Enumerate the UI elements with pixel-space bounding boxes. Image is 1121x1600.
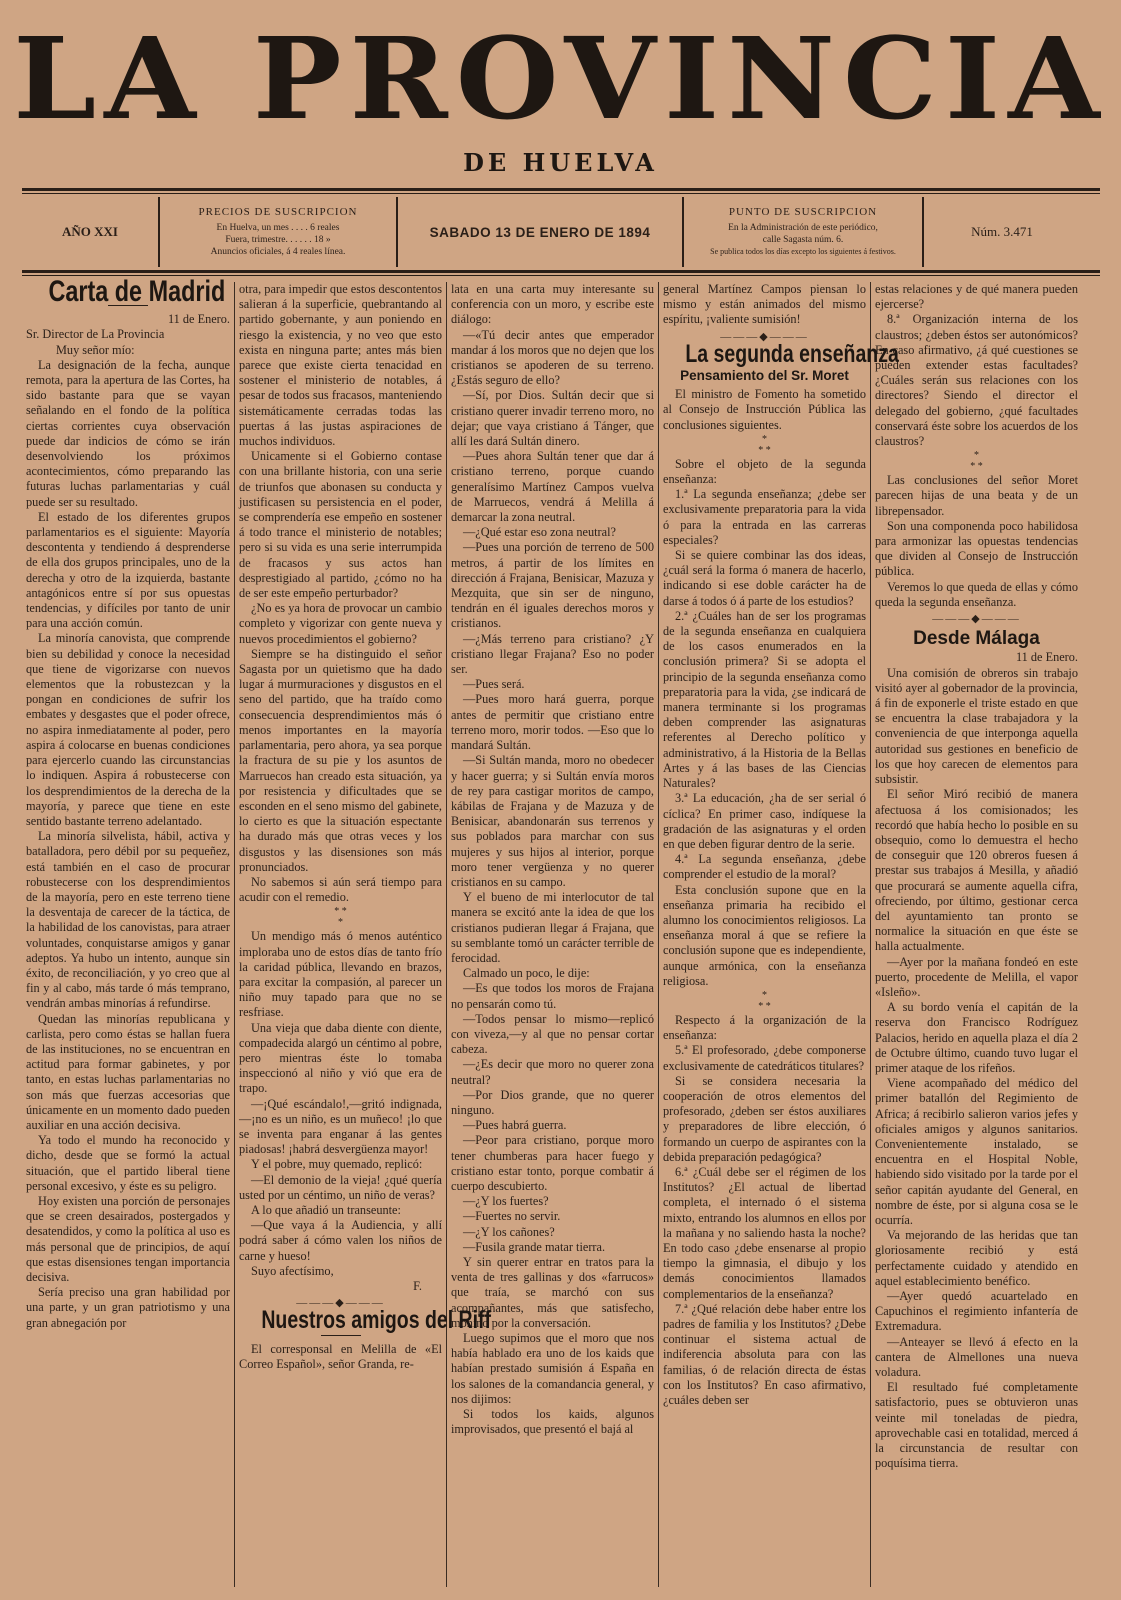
paragraph: —Ayer por la mañana fondeó en este puerto, procedente de Melilla, el vapor «Isleño». [875,954,1078,999]
headline-desde-malaga: Desde Málaga [913,628,1040,650]
paragraph: —Pues ahora Sultán tener que dar á cristiano terreno, porque cuando generalísimo Martínez Campos vuelva de Marruecos, vendrá á Melilla á demarcar la zona neutral. [451,449,654,525]
paragraph: 4.ª La segunda enseñanza, ¿debe comprender el estudio de la moral? [663,852,866,882]
paragraph: Quedan las minorías republicana y carlista, pero como éstas se hallan fuera de las instituciones, no se encuentran en actitud para formar gabinetes, y por tanto, en estas luchas parlamentarias no son más que fuerzas accesorias que únicamente en un momento dado pueden auxiliar en una acción decisiva. [26,1011,230,1132]
prices-box [160,197,398,267]
article-columns [22,275,1100,1587]
issue-date: SABADO 13 DE ENERO DE 1894 [429,224,651,240]
paragraph: 7.ª ¿Qué relación debe haber entre los padres de familia y los Institutos? ¿Debe continuar el sistema actual de indiferencia absoluta para con las familias, ó de relación directa de éstas con los Institutos? En caso afirmativo, ¿cuáles deben ser [663,1301,866,1408]
paragraph: 1.ª La segunda enseñanza; ¿debe ser exclusivamente preparatoria para la vida ó para la entrada en las carreras especiales? [663,487,866,547]
paragraph: —Pues moro hará guerra, porque antes de permitir que cristiano entre terreno moro, morir todos. —Eso que lo mandará Sultán. [451,692,654,753]
paragraph: Esta conclusión supone que en la enseñanza primaria ha recibido el alumno los conocimientos religiosos. La enseñanza moral á que se refiere la conclusión supone que es independiente, aunque armónica, con la enseñanza religiosa. [663,882,866,988]
paragraph: El ministro de Fomento ha sometido al Consejo de Instrucción Pública las conclusiones siguientes. [663,387,866,432]
paragraph: —¿Qué estar eso zona neutral? [463,525,616,540]
date-cell [398,197,684,267]
paragraph: Si se quiere combinar las dos ideas, ¿cuál será la forma ó manera de hacerlo, indicando si ese doble carácter ha de darse á todos ó á parte de los estudios? [663,548,866,608]
paragraph: —Que vaya á la Audiencia, y allí podrá saber á cómo valen los niños de carne y hueso! [239,1218,442,1263]
divider [321,1335,361,1336]
dateline: 11 de Enero. [167,312,230,327]
paragraph: 2.ª ¿Cuáles han de ser los programas de la segunda enseñanza en cualquiera de los casos enumerados en la conclusión primera? Si se adopta el principio de la segunda enseñanza como preparatoria para la vida, ¿se indicará de manera terminante si los programas deben comprender las asignaturas referentes al Derecho político y administrativo, á la Historia de la Bellas Artes y á las bases de las Ciencias Naturales? [663,608,866,791]
price-line: En Huelva, un mes . . . . 6 reales [216,223,340,233]
paragraph: —¿Y los cañones? [463,1224,555,1239]
paragraph: A lo que añadió un transeunte: [251,1202,401,1217]
paragraph: —Si Sultán manda, moro no obedecer y hacer guerra; y si Sultán envía moros de rey para castigar moritos de campo, kábilas de Frajana y de Mazuza y de Benisicar, abandonarán sus terrenos y sus poblados para marchar con sus mujeres y sus hijos al interior, porque moro tener vergüenza y no querer cristianos en su campo. [451,753,654,889]
paragraph: Hoy existen una porción de personajes que se creen desairados, postergados y desatendidos, y como la política al uso es más personal que de principios, de aquí que estas disensiones tengan importancia decisiva. [26,1193,230,1284]
paragraph: —Fusila grande matar tierra. [463,1239,606,1254]
section-asterisks: * * * [758,433,771,456]
issue-number-cell [924,197,1080,267]
paragraph: —Por Dios grande, que no querer ninguno. [451,1087,654,1117]
paragraph: Si se considera necesaria la cooperación de otros elementos del profesorado, ¿deben ser éstos auxiliares y preparadores de libre elección, ó formando un cuerpo de aspirantes con la debida preparación pedagógica? [663,1073,866,1164]
paragraph: 5.ª El profesorado, ¿debe componerse exclusivamente de catedráticos titulares? [663,1043,866,1073]
paragraph: Va mejorando de las heridas que tan gloriosamente recibió y está perfectamente cuidado y atendido en aquel establecimiento benéfico. [875,1228,1078,1288]
paragraph: Una vieja que daba diente con diente, compadecida alargó un céntimo al pobre, pero mientras éste lo tomaba inspeccionó al niño y vió que era de trapo. [239,1020,442,1096]
paragraph: otra, para impedir que estos descontentos salieran á la superficie, quebrantando al partido gobernante, y aun poniendo en riesgo la existencia, y no veo que esto exista en ninguna parte; antes más bien parece que existe cierta tenacidad en sostener el ministerio de notables, á pesar de todos sus fracasos, manteniendo sistemáticamente cerradas todas las puertas á las justas aspiraciones de muchos individuos. [239,282,442,449]
headline-nuestros-amigos-del-riff: Nuestros amigos del Riff [261,1306,492,1335]
paragraph: La minoría silvelista, hábil, activa y batalladora, pero débil por su pequeñez, está también en el caso de procurar robustecerse con los desprendimientos de la mayoría, pero en este terreno tiene la desventaja de carecer de la táctica, de la habilidad de los canovistas, para atraer voluntades, conquistarse amigos y ganar adeptos. Ya hubo un intento, aunque sin éxito, de reconciliación, y yo creo que al fin y al cabo, más tarde ó más temprano, vendrán ambas minorías á refundirse. [26,829,230,1011]
paragraph: La minoría canovista, que comprende bien su debilidad y conoce la necesidad que tiene de vigorizarse con nuevos elementos que la robustezcan y la pongan en condiciones de sufrir los embates y desgastes que el poder ofrece, no aspira inmediatamente al poder, pero aspira á colocarse en buenas condiciones para ejercerlo cuando las circunstancias lo indiquen. Aspira á robustecerse con los desprendimientos de la derecha de la mayoría, y parece que tiene en este sentido bastante terreno adelantado. [26,631,230,828]
paragraph: 8.ª Organización interna de los claustros; ¿deben éstos ser autonómicos? En caso afirmativo, ¿á qué cuestiones se pueden extender estas facultades? ¿Cuáles serán sus relaciones con los directores? Siendo el director el delegado del gobierno, ¿qué facultades conservará éste sobre los acuerdos de los claustros? [875,312,1078,449]
paragraph: El resultado fué completamente satisfactorio, pues se obtuvieron unas veinte mil toneladas de piedra, aprovechable casi en totalidad, merced á la circunstancia de resultar con poquísima tierra. [875,1380,1078,1471]
paragraph: Siempre se ha distinguido el señor Sagasta por un quietismo que ha dado lugar á murmuraciones y disgustos en el seno del partido, que ha traído como consecuencia desprendimientos más ó menos importantes en la mayoría parlamentaria, pero ahora, ya sea porque la fractura de su pie y los asuntos de Marruecos han creado esta situación, ya por resistencia y dificultades que se esconden en el seno mismo del gabinete, lo cierto es que la situación espectante ha durado más que otras veces y los disgustos y las disensiones son más pronunciados. [239,646,442,874]
column-3 [446,282,658,1587]
paragraph: Las conclusiones del señor Moret parecen hijas de una beata y de un librepensador. [875,473,1078,518]
paragraph: Viene acompañado del médico del primer batallón del Regimiento de Africa; á recibirlo salieron varios jefes y oficiales amigos y algunos sanitarios. Convenientemente instalado, se encuentra en el Hospital Noble, habiendo sido visitado por la tarde por el señor capitán ayudante del General, en nombre de éste, por si alguna cosa se le ocurría. [875,1076,1078,1227]
paragraph: —¡Qué escándalo!,—gritó indignada,—¡no es un niño, es un muñeco! ¡lo que se inventa para enganar á las gentes piadosas! ¡habrá desvergüenza mayor! [239,1096,442,1157]
paragraph: —Pues será. [463,677,525,692]
salutation: Sr. Director de La Provincia [26,327,165,342]
paragraph: —Es que todos los moros de Frajana no pensarán como tú. [451,981,654,1011]
section-asterisks: * * * [970,450,983,473]
ornament: ———◆——— [720,330,809,343]
info-bar [22,197,1100,267]
paragraph: —Fuertes no servir. [463,1209,561,1224]
paragraph: —El demonio de la vieja! ¿qué quería usted por un céntimo, un niño de veras? [239,1172,442,1202]
paragraph: Y sin querer entrar en tratos para la venta de tres gallinas y dos «farrucos» que traía, se marchó con sus acompañantes, más que satisfecho, mohíno por la conversación. [451,1255,654,1330]
paragraph: ¿No es ya hora de provocar un cambio completo y vigorizar con gente nueva y nuevos procedimientos el gobierno? [239,601,442,646]
paragraph: —¿Es decir que moro no querer zona neutral? [451,1057,654,1087]
paragraph: lata en una carta muy interesante su conferencia con un moro, y escribe este diálogo: [451,282,654,327]
paragraph: —Anteayer se llevó á efecto en la cantera de Almellones una nueva voladura. [875,1334,1078,1380]
paragraph: Y el pobre, muy quemado, replicó: [251,1157,423,1172]
section-asterisks: * * * [758,989,771,1012]
paragraph: estas relaciones y de qué manera pueden ejercerse? [875,282,1078,312]
paragraph: Calmado un poco, le dije: [463,966,590,981]
paragraph: La designación de la fecha, aunque remota, para la apertura de las Cortes, ha sido bastante para que se vayan señalando en el fondo de la política ciertas corrientes cuya observación puede dar indicios de cómo se irán desenvolviendo los próximos acontecimientos, cómo preparando las futuras luchas parlamentarias y cuál puede ser su resultado. [26,357,230,509]
masthead-title: LA PROVINCIA [13,12,1108,145]
paragraph: —«Tú decir antes que emperador mandar á los moros que no dejen que los cristianos se apoderen de su terreno. ¿Estás seguro de ello? [451,327,654,388]
column-4 [658,282,899,1587]
paragraph: 3.ª La educación, ¿ha de ser serial ó cíclica? En primer caso, indíquese la gradación de las asignaturas y el orden en que deben figurar dentro de la serie. [663,791,866,851]
paragraph: Un mendigo más ó menos auténtico imploraba uno de estos días de tanto frío la caridad pública, llevando en brazos, para excitar la compasión, al parecer un niño muy tapado para que no se resfriase. [239,929,442,1020]
year-cell [22,197,160,267]
issue-number: Núm. 3.471 [971,224,1033,239]
section-asterisks: * * * [334,906,347,929]
paragraph: —Sí, por Dios. Sultán decir que si cristiano querer invadir terreno moro, no dejar; que vaya cristiano á Tánger, que allí les dará Sultán dinero. [451,388,654,449]
paragraph: —Pues habrá guerra. [463,1118,567,1133]
paragraph: El estado de los diferentes grupos parlamentarios es el siguiente: Mayoría descontenta y tendiendo á desprenderse de ella dos grupos principales, uno de la derecha y otro de la izquierda, bastante antagónicos entre sí por sus opuestas tendencias, y difíciles por tanto de unir para una acción común. [26,509,230,631]
column-1 [22,275,234,1587]
top-rule [22,188,1100,191]
ornament: ———◆——— [296,1297,385,1310]
column-2 [234,282,492,1587]
masthead-subtitle: DE HUELVA [463,148,658,177]
paragraph: —Todos pensar lo mismo—replicó con viveza,—y al que no pensar cortar cabeza. [451,1011,654,1057]
subheadline-pensamiento-moret: Pensamiento del Sr. Moret [680,368,849,384]
paragraph: Una comisión de obreros sin trabajo visitó ayer al gobernador de la provincia, á fin de exponerle el triste estado en que se encuentra la clase trabajadora y la conveniencia de que interponga aquella autoridad sus gestiones en beneficio de los que hoy carecen de elementos para subsistir. [875,665,1078,787]
subscription-line: En la Administración de este periódico, [728,223,878,233]
paragraph: —¿Más terreno para cristiano? ¿Y cristiano llegar Frajana? Eso no poder ser. [451,631,654,677]
paragraph: Y el bueno de mi interlocutor de tal manera se excitó ante la idea de que los cristianos pudieran llegar á Frajana, que su semblante tomó un carácter terrible de ferocidad. [451,890,654,965]
top-rule-thin [22,193,1100,194]
closing: Suyo afectísimo, [251,1263,334,1278]
paragraph: —Pues una porción de terreno de 500 metros, á partir de los límites en dirección á Frajana, Benisicar, Mazuza y Mezquita, que sin ser de ninguno, tendrán en él iguales derechos moros y cristianos. [451,540,654,631]
paragraph: Si todos los kaids, algunos improvisados, que presentó el bajá al [451,1407,654,1437]
paragraph: Unicamente si el Gobierno contase con una brillante historia, con una serie de triunfos que abonasen su conducta y justificasen su persistencia en el poder, se comprendería ese empeño en sostener á todo trance el ministerio de notables; pero si su vida es una serie interrumpida de fracasos y sus actos han desprestigiado al partido, ¿cómo no ha de ser este empeño perturbador? [239,449,442,601]
headline-la-segunda-ensenanza: La segunda enseñanza [685,339,899,368]
paragraph: Ya todo el mundo ha reconocido y dicho, desde que se formó la actual situación, que el partido liberal tiene personal excesivo, y éste es su peligro. [26,1133,230,1193]
infobar-bottom-rule [22,270,1100,273]
paragraph: Luego supimos que el moro que nos había hablado era uno de los kaids que habían prestado sumisión á España en los salones de la comandancia general, y nos dijimos: [451,1331,654,1406]
paragraph: El corresponsal en Melilla de «El Correo Español», señor Granda, re- [239,1341,442,1371]
column-5 [870,282,1082,1587]
paragraph: A su bordo venía el capitán de la reserva don Francisco Rodríguez Palacios, herido en aquella plaza el día 2 de Octubre último, cuando tuvo lugar el primer ataque de los rifeños. [875,1000,1078,1075]
paragraph: —Peor para cristiano, porque moro tener chumberas para hacer fuego y cristiano estar tonto, porque combatir á cuerpo descubierto. [451,1133,654,1193]
paragraph: —Ayer quedó acuartelado en Capuchinos el regimiento infantería de Extremadura. [875,1289,1078,1334]
ornament: ———◆——— [932,613,1021,626]
dateline: 11 de Enero. [1015,650,1078,665]
paragraph: El señor Miró recibió de manera afectuosa á los comisionados; les recordó que había hecho lo posible en su obsequio, como lo demuestra el hecho de conseguir que 120 obreros fuesen á prestar sus trabajos á Mesilla, y añadió que procurará se aumente aquella cifra, ofreciendo, por último, gestionar cerca del ayuntamiento tan pronto se normalice la situación en que éste se halla actualmente. [875,787,1078,954]
signature: F. [413,1279,422,1293]
paragraph: Sobre el objeto de la segunda enseñanza: [663,456,866,487]
subscription-line: calle Sagasta núm. 6. [762,235,844,245]
salutation: Muy señor mío: [56,342,135,357]
paragraph: No sabemos si aún será tiempo para acudir con el remedio. [239,874,442,905]
paragraph: —¿Y los fuertes? [463,1194,549,1209]
paragraph: Veremos lo que queda de ellas y cómo queda la segunda enseñanza. [875,579,1078,609]
subscription-point-box [684,197,924,267]
price-line: Anuncios oficiales, á 4 reales línea. [210,247,346,257]
paragraph: Son una componenda poco habilidosa para armonizar las opuestas tendencias que dividen al Consejo de Instrucción pública. [875,518,1078,579]
year-label: AÑO XXI [62,224,118,239]
headline-carta-de-madrid: Carta de Madrid [48,275,226,308]
paragraph: general Martínez Campos piensan lo mismo y están animados del mismo espíritu, ¡valiente sumisión! [663,282,866,327]
paragraph: 6.ª ¿Cuál debe ser el régimen de los Institutos? ¿El actual de libertad completa, el internado ó el sistema mixto, entrando los alumnos en ellos por la mañana y no saliendo hasta la noche? En todo caso ¿debe ensenarse al propio tiempo la gimnasia, el dibujo y los demás conocimientos llamados complementarios de la enseñanza? [663,1164,866,1301]
paragraph: Respecto á la organización de la enseñanza: [663,1012,866,1043]
price-line: Fuera, trimestre. . . . . . 18 » [225,235,331,245]
paragraph: Sería preciso una gran habilidad por una parte, y un gran patriotismo y una gran abnegación por [26,1285,230,1330]
subscription-point-title: PUNTO DE SUSCRIPCION [728,206,878,218]
prices-title: PRECIOS DE SUSCRIPCION [198,206,358,218]
subscription-line: Se publica todos los días excepto los siguientes á festivos. [710,247,896,256]
